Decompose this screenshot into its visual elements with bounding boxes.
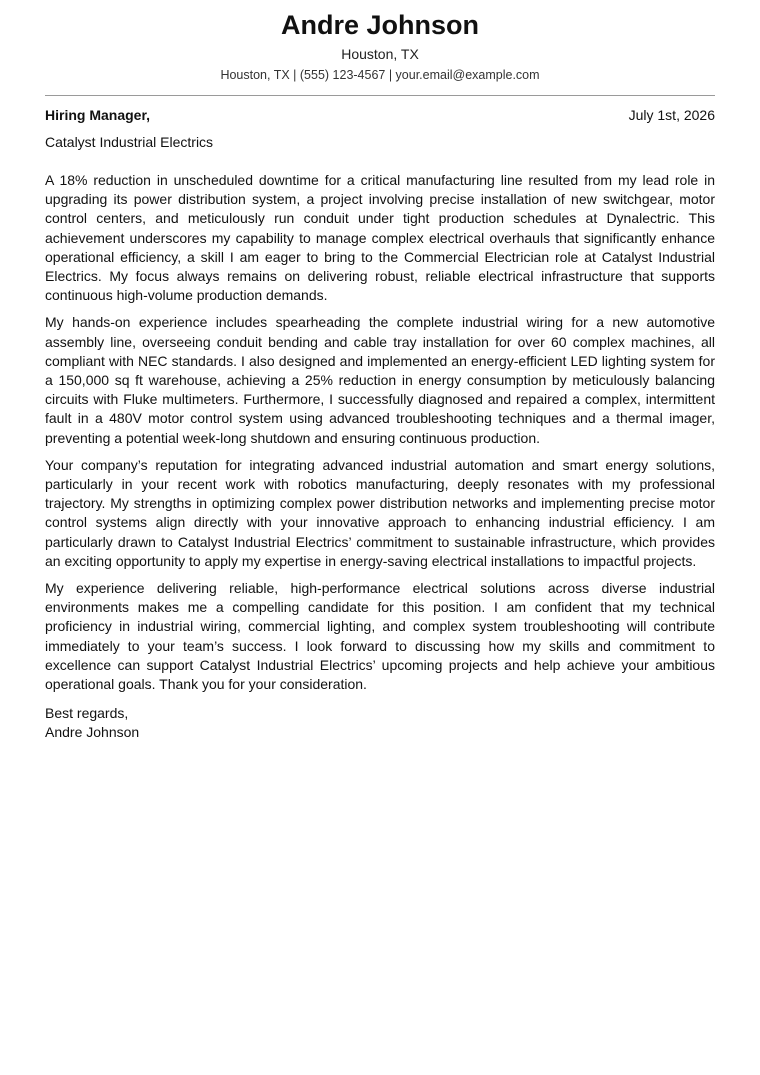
letter-closing	[45, 704, 715, 742]
letter-body	[45, 171, 715, 694]
applicant-location: Houston, TX	[341, 46, 419, 62]
body-paragraph-1: A 18% reduction in unscheduled downtime for a critical manufacturing line resulted from my lead role in upgrading its power distribution system, a project involving precise installation of new switchgear, motor control centers, and meticulously run conduit under tight production schedules at Dynalectric. This achievement underscores my capability to manage complex electrical overhauls that significantly enhance operational efficiency, a skill I am eager to bring to the Commercial Electrician role at Catalyst Industrial Electrics. My focus always remains on delivering robust, reliable electrical infrastructure that supports continuous high-volume production demands.	[45, 172, 715, 304]
header-divider	[45, 95, 715, 96]
company-name: Catalyst Industrial Electrics	[45, 134, 214, 150]
letter-date: July 1st, 2026	[628, 107, 715, 123]
body-paragraph-4: My experience delivering reliable, high-performance electrical solutions across diverse industrial environments makes me a compelling candidate for this position. I am confident that my technical proficiency in industrial wiring, commercial lighting, and complex system troubleshooting will contribute immediately to your team’s success. I look forward to discussing how my skills and commitment to excellence can support Catalyst Industrial Electrics’ upcoming projects and help achieve your ambitious operational goals. Thank you for your consideration.	[45, 580, 715, 693]
applicant-name: Andre Johnson	[280, 10, 479, 40]
closing-phrase: Best regards,	[45, 705, 129, 722]
signature-name: Andre Johnson	[45, 724, 140, 741]
body-paragraph-3: Your company’s reputation for integrating advanced industrial automation and smart energy solutions, particularly in your recent work with robotics manufacturing, deeply resonates with my professional trajectory. My strengths in optimizing complex power distribution networks and implementing precise motor control systems align directly with your innovative approach to enhancing industrial efficiency. I am particularly drawn to Catalyst Industrial Electrics’ commitment to sustainable infrastructure, which provides an exciting opportunity to apply my expertise in energy-saving electrical installations to impactful projects.	[45, 456, 715, 569]
recipient-date-row	[45, 106, 715, 125]
applicant-contact-line: Houston, TX | (555) 123-4567 | your.email@example.com	[220, 68, 540, 82]
recipient-salutation: Hiring Manager,	[45, 107, 151, 123]
letter-header	[45, 8, 715, 84]
body-paragraph-2: My hands-on experience includes spearheading the complete industrial wiring for a new automotive assembly line, overseeing conduit bending and cable tray installation for over 60 complex machines, all compliant with NEC standards. I also designed and implemented an energy-efficient LED lighting system for a 150,000 sq ft warehouse, achieving a 25% reduction in energy consumption by meticulously balancing circuits with Fluke multimeters. Furthermore, I successfully diagnosed and repaired a complex, intermittent fault in a 480V motor control system using advanced troubleshooting techniques and a thermal imager, preventing a potential week-long shutdown and ensuring continuous production.	[45, 314, 715, 446]
